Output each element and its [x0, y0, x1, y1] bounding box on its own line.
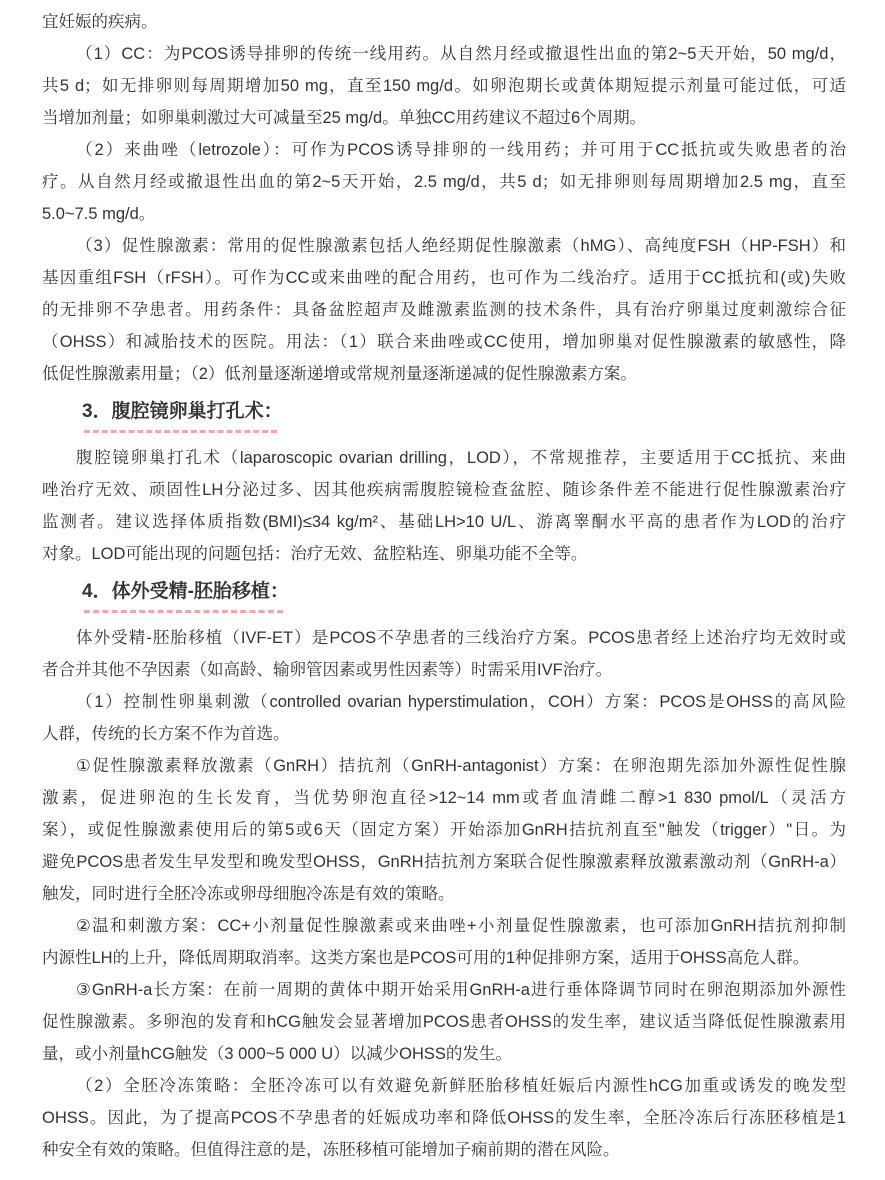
paragraph-line: OHSS。因此，为了提高PCOS不孕患者的妊娠成功率和降低OHSS的发生率，全胚冷冻后行冻胚移植是1 [42, 1109, 846, 1127]
paragraph-line: 激素，促进卵泡的生长发育，当优势卵泡直径>12~14 mm或者血清雌二醇>1 830 pmol/L（灵活方 [42, 789, 846, 807]
paragraph-line: 疗。从自然月经或撤退性出血的第2~5天开始，2.5 mg/d，共5 d；如无排卵则每周期增加2.5 mg，直至 [42, 173, 846, 191]
paragraph-line: 促性腺激素。多卵泡的发育和hCG触发会显著增加PCOS患者OHSS的发生率，建议适当降低促性腺激素用 [42, 1013, 846, 1031]
paragraph-line: 量，或小剂量hCG触发（3 000~5 000 U）以减少OHSS的发生。 [42, 1045, 512, 1063]
paragraph [42, 134, 846, 230]
paragraph-line: ②温和刺激方案：CC+小剂量促性腺激素或来曲唑+小剂量促性腺激素，也可添加GnRH拮抗剂抑制 [76, 917, 846, 935]
paragraph-line: （1）CC：为PCOS诱导排卵的传统一线用药。从自然月经或撤退性出血的第2~5天开始，50 mg/d， [76, 45, 846, 63]
section-heading-text: 3．腹腔镜卵巢打孔术： [82, 401, 283, 422]
paragraph-line: 当增加剂量；如卵巢刺激过大可减量至25 mg/d。单独CC用药建议不超过6个周期。 [42, 109, 647, 127]
paragraph [42, 622, 846, 686]
paragraph-line: 触发，同时进行全胚冷冻或卵母细胞冷冻是有效的策略。 [42, 885, 455, 903]
paragraph-line: ③GnRH-a长方案：在前一周期的黄体中期开始采用GnRH-a进行垂体降调节同时在卵泡期添加外源性 [76, 981, 846, 999]
paragraph [42, 230, 846, 390]
heading-dashed-underline [84, 430, 277, 433]
paragraph-line: 体外受精-胚胎移植（IVF-ET）是PCOS不孕患者的三线治疗方案。PCOS患者经上述治疗均无效时或 [76, 629, 846, 647]
paragraph [42, 38, 846, 134]
section-heading [42, 396, 846, 442]
paragraph [42, 442, 846, 570]
paragraph-line: （3）促性腺激素：常用的促性腺激素包括人绝经期促性腺激素（hMG）、高纯度FSH（HP-FSH）和 [76, 237, 846, 255]
paragraph-line: ①促性腺激素释放激素（GnRH）拮抗剂（GnRH-antagonist）方案：在卵泡期先添加外源性促性腺 [76, 757, 846, 775]
paragraph-line: 的无排卵不孕患者。用药条件：具备盆腔超声及雌激素监测的技术条件，具有治疗卵巢过度刺激综合征 [42, 301, 846, 319]
paragraph [42, 1070, 846, 1166]
paragraph-line: （1）控制性卵巢刺激（controlled ovarian hyperstimulation，COH）方案：PCOS是OHSS的高风险 [76, 693, 846, 711]
section-heading [42, 576, 846, 622]
paragraph-line: 种安全有效的策略。但值得注意的是，冻胚移植可能增加子痫前期的潜在风险。 [42, 1141, 620, 1159]
section-heading-text: 4．体外受精-胚胎移植： [82, 581, 289, 602]
paragraph-line: 基因重组FSH（rFSH）。可作为CC或来曲唑的配合用药，也可作为二线治疗。适用于CC抵抗和(或)失败 [42, 269, 846, 287]
paragraph-line: （OHSS）和减胎技术的医院。用法：（1）联合来曲唑或CC使用，增加卵巢对促性腺激素的敏感性，降 [42, 333, 846, 351]
paragraph-line: 案），或促性腺激素使用后的第5或6天（固定方案）开始添加GnRH拮抗剂直至"触发（trigger）"日。为 [42, 821, 846, 839]
paragraph [42, 686, 846, 750]
heading-dashed-underline [84, 610, 283, 613]
paragraph [42, 974, 846, 1070]
paragraph-line: 5.0~7.5 mg/d。 [42, 205, 156, 223]
paragraph-line: 共5 d；如无排卵则每周期增加50 mg，直至150 mg/d。如卵泡期长或黄体期短提示剂量可能过低，可适 [42, 77, 846, 95]
paragraph [42, 750, 846, 910]
paragraph [42, 6, 846, 38]
paragraph-line: （2）来曲唑（letrozole）：可作为PCOS诱导排卵的一线用药；并可用于CC抵抗或失败患者的治 [76, 141, 846, 159]
paragraph-line: 对象。LOD可能出现的问题包括：治疗无效、盆腔粘连、卵巢功能不全等。 [42, 545, 588, 563]
paragraph-line: 腹腔镜卵巢打孔术（laparoscopic ovarian drilling，LOD），不常规推荐，主要适用于CC抵抗、来曲 [76, 449, 846, 467]
article-body [42, 6, 846, 1166]
paragraph-line: 监测者。建议选择体质指数(BMI)≤34 kg/m²、基础LH>10 U/L、游离睾酮水平高的患者作为LOD的治疗 [42, 513, 846, 531]
paragraph-line: 宜妊娠的疾病。 [42, 13, 158, 31]
paragraph-line: 避免PCOS患者发生早发型和晚发型OHSS，GnRH拮抗剂方案联合促性腺激素释放激素激动剂（GnRH-a） [42, 853, 846, 871]
paragraph-line: （2）全胚冷冻策略：全胚冷冻可以有效避免新鲜胚胎移植妊娠后内源性hCG加重或诱发的晚发型 [76, 1077, 846, 1095]
paragraph-line: 低促性腺激素用量；（2）低剂量逐渐递增或常规剂量逐渐递减的促性腺激素方案。 [42, 365, 637, 383]
paragraph-line: 者合并其他不孕因素（如高龄、输卵管因素或男性因素等）时需采用IVF治疗。 [42, 661, 613, 679]
paragraph-line: 人群，传统的长方案不作为首选。 [42, 725, 290, 743]
paragraph-line: 内源性LH的上升，降低周期取消率。这类方案也是PCOS可用的1种促排卵方案，适用于OHSS高危人群。 [42, 949, 810, 967]
paragraph-line: 唑治疗无效、顽固性LH分泌过多、因其他疾病需腹腔镜检查盆腔、随诊条件差不能进行促性腺激素治疗 [42, 481, 846, 499]
paragraph [42, 910, 846, 974]
